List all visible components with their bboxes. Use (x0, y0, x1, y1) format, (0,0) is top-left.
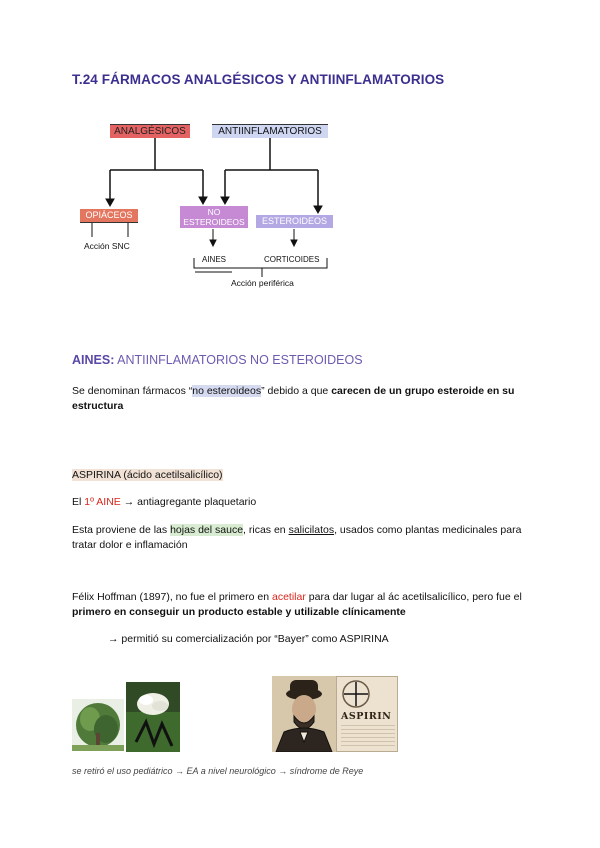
section-title-rest: ANTIINFLAMATORIOS NO ESTEROIDEOS (114, 353, 363, 367)
p2-text-a: El (72, 496, 85, 508)
corticoides-label: CORTICOIDES (264, 255, 320, 264)
p4-text-a: Félix Hoffman (1897), no fue el primero en (72, 591, 272, 603)
p4-text-c: para dar lugar al ác acetilsalicílico, pero fue el (305, 591, 522, 603)
accion-snc-label: Acción SNC (84, 241, 130, 251)
aspirin-advert-image (336, 676, 398, 752)
esteroideos-box: ESTEROIDEOS (256, 215, 333, 228)
no-esteroideos-box (180, 206, 248, 228)
accion-periferica-label: Acción periférica (231, 278, 294, 288)
opiaceos-box: OPIÁCEOS (80, 209, 138, 223)
p3-text-e: , usados como plantas medicinales para tratar dolor e inflamación (72, 524, 522, 551)
aspirin-ad-body (341, 725, 395, 749)
p3-underline: salicilatos (288, 524, 335, 536)
analgesicos-box: ANALGÉSICOS (110, 124, 190, 138)
section-title-bold: AINES: (72, 353, 115, 367)
meadowsweet-flower-image (126, 682, 180, 752)
paragraph-first-aine (72, 495, 532, 510)
aspirin-ad-text: ASPIRIN (341, 711, 392, 722)
aspirina-heading-text: ASPIRINA (ácido acetilsalicílico) (72, 469, 223, 481)
image-caption: se retiró el uso pediátrico → EA a nivel neurológico → síndrome de Reye (72, 766, 364, 776)
p3-highlight: hojas del sauce (170, 524, 244, 536)
p2-text-c: → antiagregante plaquetario (120, 496, 257, 508)
p1-text-c: ” debido a que (261, 385, 332, 397)
hoffman-portrait-image (272, 676, 336, 752)
no-esteroideos-line1: NO (207, 207, 221, 217)
bayer-cross-logo (341, 679, 371, 709)
paragraph-hoffman (72, 590, 532, 620)
aspirina-heading (72, 468, 223, 483)
page-title: T.24 FÁRMACOS ANALGÉSICOS Y ANTIINFLAMATORIOS (72, 72, 445, 87)
paragraph-bayer: → permitió su comercialización por “Bayer” como ASPIRINA (108, 633, 389, 645)
p3-text-a: Esta proviene de las (72, 524, 171, 536)
antiinflamatorios-box: ANTIINFLAMATORIOS (212, 124, 328, 138)
p3-text-c: , ricas en (243, 524, 289, 536)
aines-label: AINES (202, 255, 227, 264)
no-esteroideos-line2: ESTEROIDEOS (183, 217, 245, 227)
p1-highlight: no esteroideos (192, 385, 262, 397)
p4-bold: primero en conseguir un producto estable y utilizable clínicamente (72, 606, 406, 618)
paragraph-origin (72, 523, 532, 553)
p1-text-a: Se denominan fármacos “ (72, 385, 193, 397)
willow-tree-image (72, 699, 124, 751)
paragraph-definition (72, 384, 532, 414)
section-title (72, 353, 363, 367)
p2-red: 1º AINE (84, 496, 121, 508)
p4-red: acetilar (272, 591, 306, 603)
p1-bold: carecen de un grupo esteroide en su estructura (72, 385, 515, 412)
